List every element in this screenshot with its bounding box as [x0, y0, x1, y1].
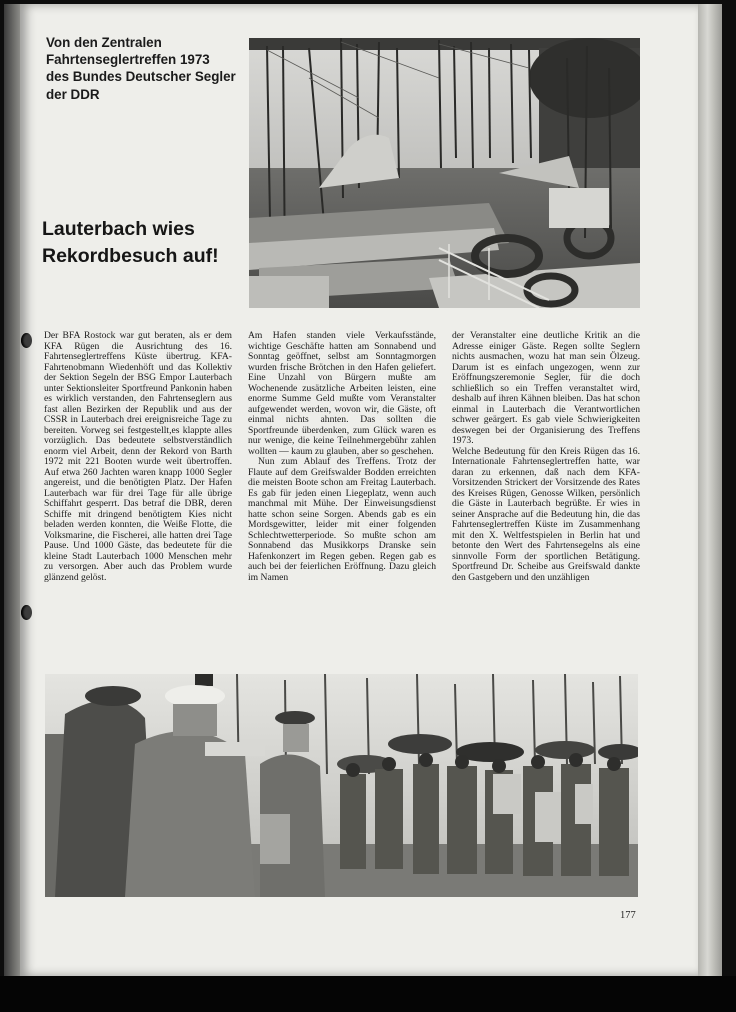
overtitle-line: Fahrtenseglertreffen 1973 [46, 52, 210, 68]
punch-hole [21, 605, 32, 620]
paragraph: Am Hafen standen viele Verkaufsstände, wichtige Geschäfte hatten am Sonnabend und Sonntag geöffnet, selbst am Sonntagmorgen wurden frische Brötchen in den Hafen geliefert. Eine Unzahl von Bürgern mußte am Wochenende zusätzliche Arbeiten leisten, eine enorme Summe Geld mußte vom Veranstalter aufgewendet werden, wovon wir, die Gäste, oft einmal nichts ahnten. Das sollten die Sportfreunde überdenken, zum Glück waren es nur wenige, die keine Teilnehmergebühr zahlen wollten — kaum zu glauben, aber so geschehen. [248, 330, 436, 457]
scan-background [0, 976, 736, 1012]
article-body [44, 331, 640, 651]
overtitle-line: der DDR [46, 86, 100, 102]
band-photo-drawing [45, 674, 638, 897]
harbour-photo-drawing [249, 38, 640, 308]
page-stack-edge [698, 4, 722, 976]
punch-hole [21, 333, 32, 348]
overtitle-line: Von den Zentralen [46, 35, 162, 50]
harbour-sailboats-photo [249, 38, 640, 308]
text-column-1 [44, 331, 232, 651]
text-column-3 [452, 331, 640, 651]
article-overtitle [46, 34, 246, 103]
headline-line: Lauterbach wies [42, 218, 195, 240]
headline-line: Rekordbesuch auf! [42, 245, 219, 267]
page-number: 177 [620, 910, 636, 921]
book-spine-shadow [4, 4, 20, 976]
article-headline [42, 216, 242, 270]
paragraph: der Veranstalter eine deutliche Kritik an die Adresse einiger Gäste. Regen sollte Seglern nichts ausmachen, wozu hat man sein Ölzeug. Darum ist es einfach ungezogen, wenn zur Eröffnungszeremonie Segler, für die doch schließlich so ein Treffen veranstaltet wird, deshalb auf ihren Kähnen bleiben. Das hat schon einmal in Lauterbach die Verantwortlichen schwer geärgert. Es gab viele Schwierigkeiten deswegen bei der Organisierung des Treffens 1973. [452, 330, 640, 446]
paragraph: Der BFA Rostock war gut beraten, als er dem KFA Rügen die Ausrichtung des 16. Fahrtenseglertreffens Küste übertrug. KFA-Fahrtenobmann Wiedenhöft und das Kollektiv der Sektion Segeln der BSG Empor Lauterbach unter Sektionsleiter Sportfreund Pankonin haben es wirklich verstanden, den Fahrtenseglern aus fast allen Bezirken der Republik und aus der CSSR in Lauterbach drei ereignisreiche Tage zu bereiten. Vorweg sei festgestellt,es klappte alles vorzüglich. Das bedeutete selbstverständlich enorm viel Arbeit, denn der Rekord von Barth 1972 mit 221 Booten wurde weit übertroffen. Auf etwa 260 Jachten waren knapp 1000 Segler angereist, und die benötigten Platz. Der Hafen Lauterbach war für drei Tage für alle übrige Schiffahrt gesperrt. Das betraf die DBR, deren Schiffe mit dringend benötigtem Kies nicht beladen werden konnten, die Weiße Flotte, die Volksmarine, die Fischerei, alle hatten drei Tage Pause. Und 1000 Gäste, das bedeutete für die kleine Stadt Lauterbach 1000 Menschen mehr zu versorgen. Aber auch das Problem wurde glänzend gelöst. [44, 330, 232, 583]
text-column-2 [248, 331, 436, 651]
band-in-rain-photo [45, 674, 638, 897]
overtitle-line: des Bundes Deutscher Segler [46, 69, 236, 85]
paragraph: Welche Bedeutung für den Kreis Rügen das 16. Internationale Fahrtenseglertreffen hatte, war daran zu erkennen, daß nach dem KFA-Vorsitzenden Strickert der Vorsitzende des Rates des Kreises Rügen, Genosse Wilken, persönlich die Gäste in Lauterbach begrüßte. Er wies in seiner Ansprache auf die Bedeutung hin, die das Fahrtenseglertreffen Küste im Zusammenhang mit den X. Weltfestspielen in Berlin hat und betonte den Wert des Fahrtensegelns als eine sinnvolle Form der sportlichen Betätigung. Sportfreund Dr. Scheibe aus Greifswald dankte den Gastgebern und den unzähligen [452, 445, 640, 583]
paragraph: Nun zum Ablauf des Treffens. Trotz der Flaute auf dem Greifswalder Bodden erreichten die meisten Boote schon am Freitag Lauterbach. Es gab für jeden einen Liegeplatz, wenn auch manchmal mit Mühe. Der Einweisungsdienst hatte schon seine Sorgen. Abends gab es ein Mordsgewitter, leider mit einer folgenden Schlechtwetterperiode. So mußte schon am Sonnabend das Musikkorps Dranske sein Hafenkonzert im Regen geben. Regen gab es auch bei der feierlichen Eröffnung. Dazu gleich im Namen [248, 456, 436, 583]
